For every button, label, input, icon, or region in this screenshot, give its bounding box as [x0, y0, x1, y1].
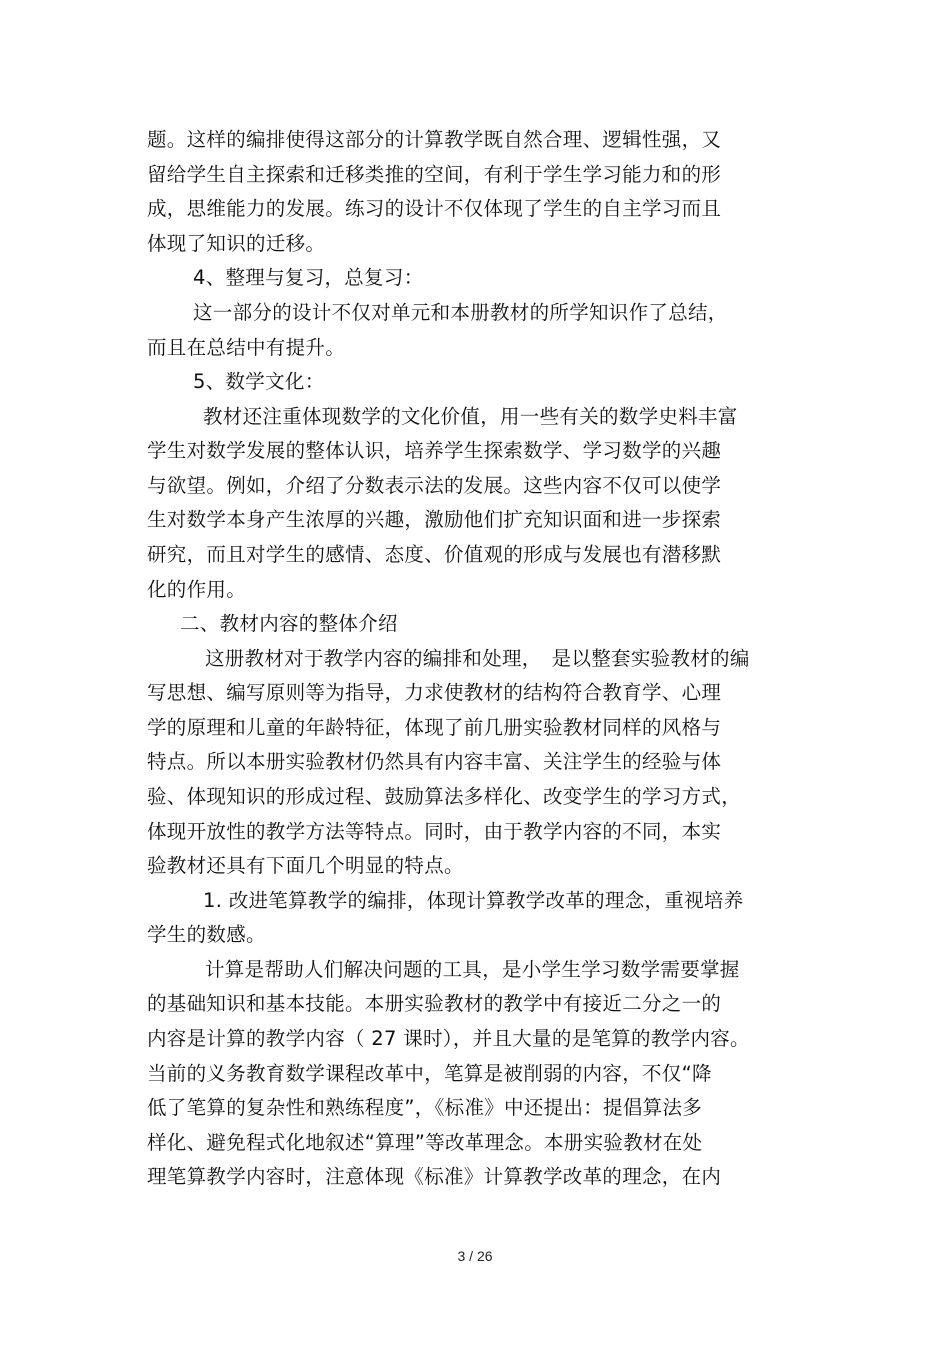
text-line: 的基础知识和基本技能。本册实验教材的教学中有接近二分之一的	[147, 992, 722, 1015]
section-heading: 5、数学文化：	[193, 370, 325, 393]
text-line: 特点。所以本册实验教材仍然具有内容丰富、关注学生的经验与体	[147, 750, 722, 773]
text-line: 与欲望。例如，介绍了分数表示法的发展。这些内容不仅可以使学	[147, 474, 722, 497]
text-line: 写思想、编写原则等为指导，力求使教材的结构符合教育学、心理	[147, 681, 722, 704]
text-line: 验、体现知识的形成过程、鼓励算法多样化、改变学生的学习方式，	[147, 785, 742, 808]
text-line: 样化、避免程式化地叙述“算理”等改革理念。本册实验教材在处	[147, 1131, 703, 1154]
page-number: 3 / 26	[457, 1248, 493, 1264]
text-line: 研究，而且对学生的感情、态度、价值观的形成与发展也有潜移默	[147, 543, 722, 566]
text-line: 计算是帮助人们解决问题的工具，是小学生学习数学需要掌握	[205, 958, 740, 981]
text-line: 当前的义务教育数学课程改革中，笔算是被削弱的内容，不仅“降	[147, 1062, 712, 1085]
text-line: 而且在总结中有提升。	[147, 336, 346, 359]
text-line: 留给学生自主探索和迁移类推的空间，有利于学生学习能力和的形	[147, 163, 722, 186]
text-line: 化的作用。	[147, 578, 247, 601]
text-line: 体现开放性的教学方法等特点。同时，由于教学内容的不同，本实	[147, 820, 722, 843]
text-line: 成，思维能力的发展。练习的设计不仅体现了学生的自主学习而且	[147, 197, 722, 220]
text-line: 这一部分的设计不仅对单元和本册教材的所学知识作了总结，	[193, 301, 728, 324]
section-heading: 4、整理与复习，总复习：	[193, 266, 424, 289]
text-line: 内容是计算的教学内容（ 27 课时），并且大量的是笔算的教学内容。	[147, 1027, 750, 1050]
text-line: 学生的数感。	[147, 923, 266, 946]
text-line: 验教材还具有下面几个明显的特点。	[147, 854, 464, 877]
section-heading: 二、教材内容的整体介绍	[180, 612, 398, 635]
text-line: 题。这样的编排使得这部分的计算教学既自然合理、逻辑性强，又	[147, 128, 722, 151]
text-line: 学生对数学发展的整体认识，培养学生探索数学、学习数学的兴趣	[147, 439, 722, 462]
text-line: 低了笔算的复杂性和熟练程度”，《标准》中还提出：提倡算法多	[147, 1096, 703, 1119]
text-line: 教材还注重体现数学的文化价值，用一些有关的数学史料丰富	[203, 405, 738, 428]
text-line: 体现了知识的迁移。	[147, 232, 326, 255]
text-line: 理笔算教学内容时，注意体现《标准》计算教学改革的理念，在内	[147, 1165, 722, 1188]
text-line: 生对数学本身产生浓厚的兴趣，激励他们扩充知识面和进一步探索	[147, 508, 722, 531]
text-line: 这册教材对于教学内容的编排和处理， 是以整套实验教材的编	[205, 647, 750, 670]
text-line: 学的原理和儿童的年龄特征，体现了前几册实验教材同样的风格与	[147, 716, 722, 739]
section-heading: 1. 改进笔算教学的编排，体现计算教学改革的理念，重视培养	[203, 889, 744, 912]
